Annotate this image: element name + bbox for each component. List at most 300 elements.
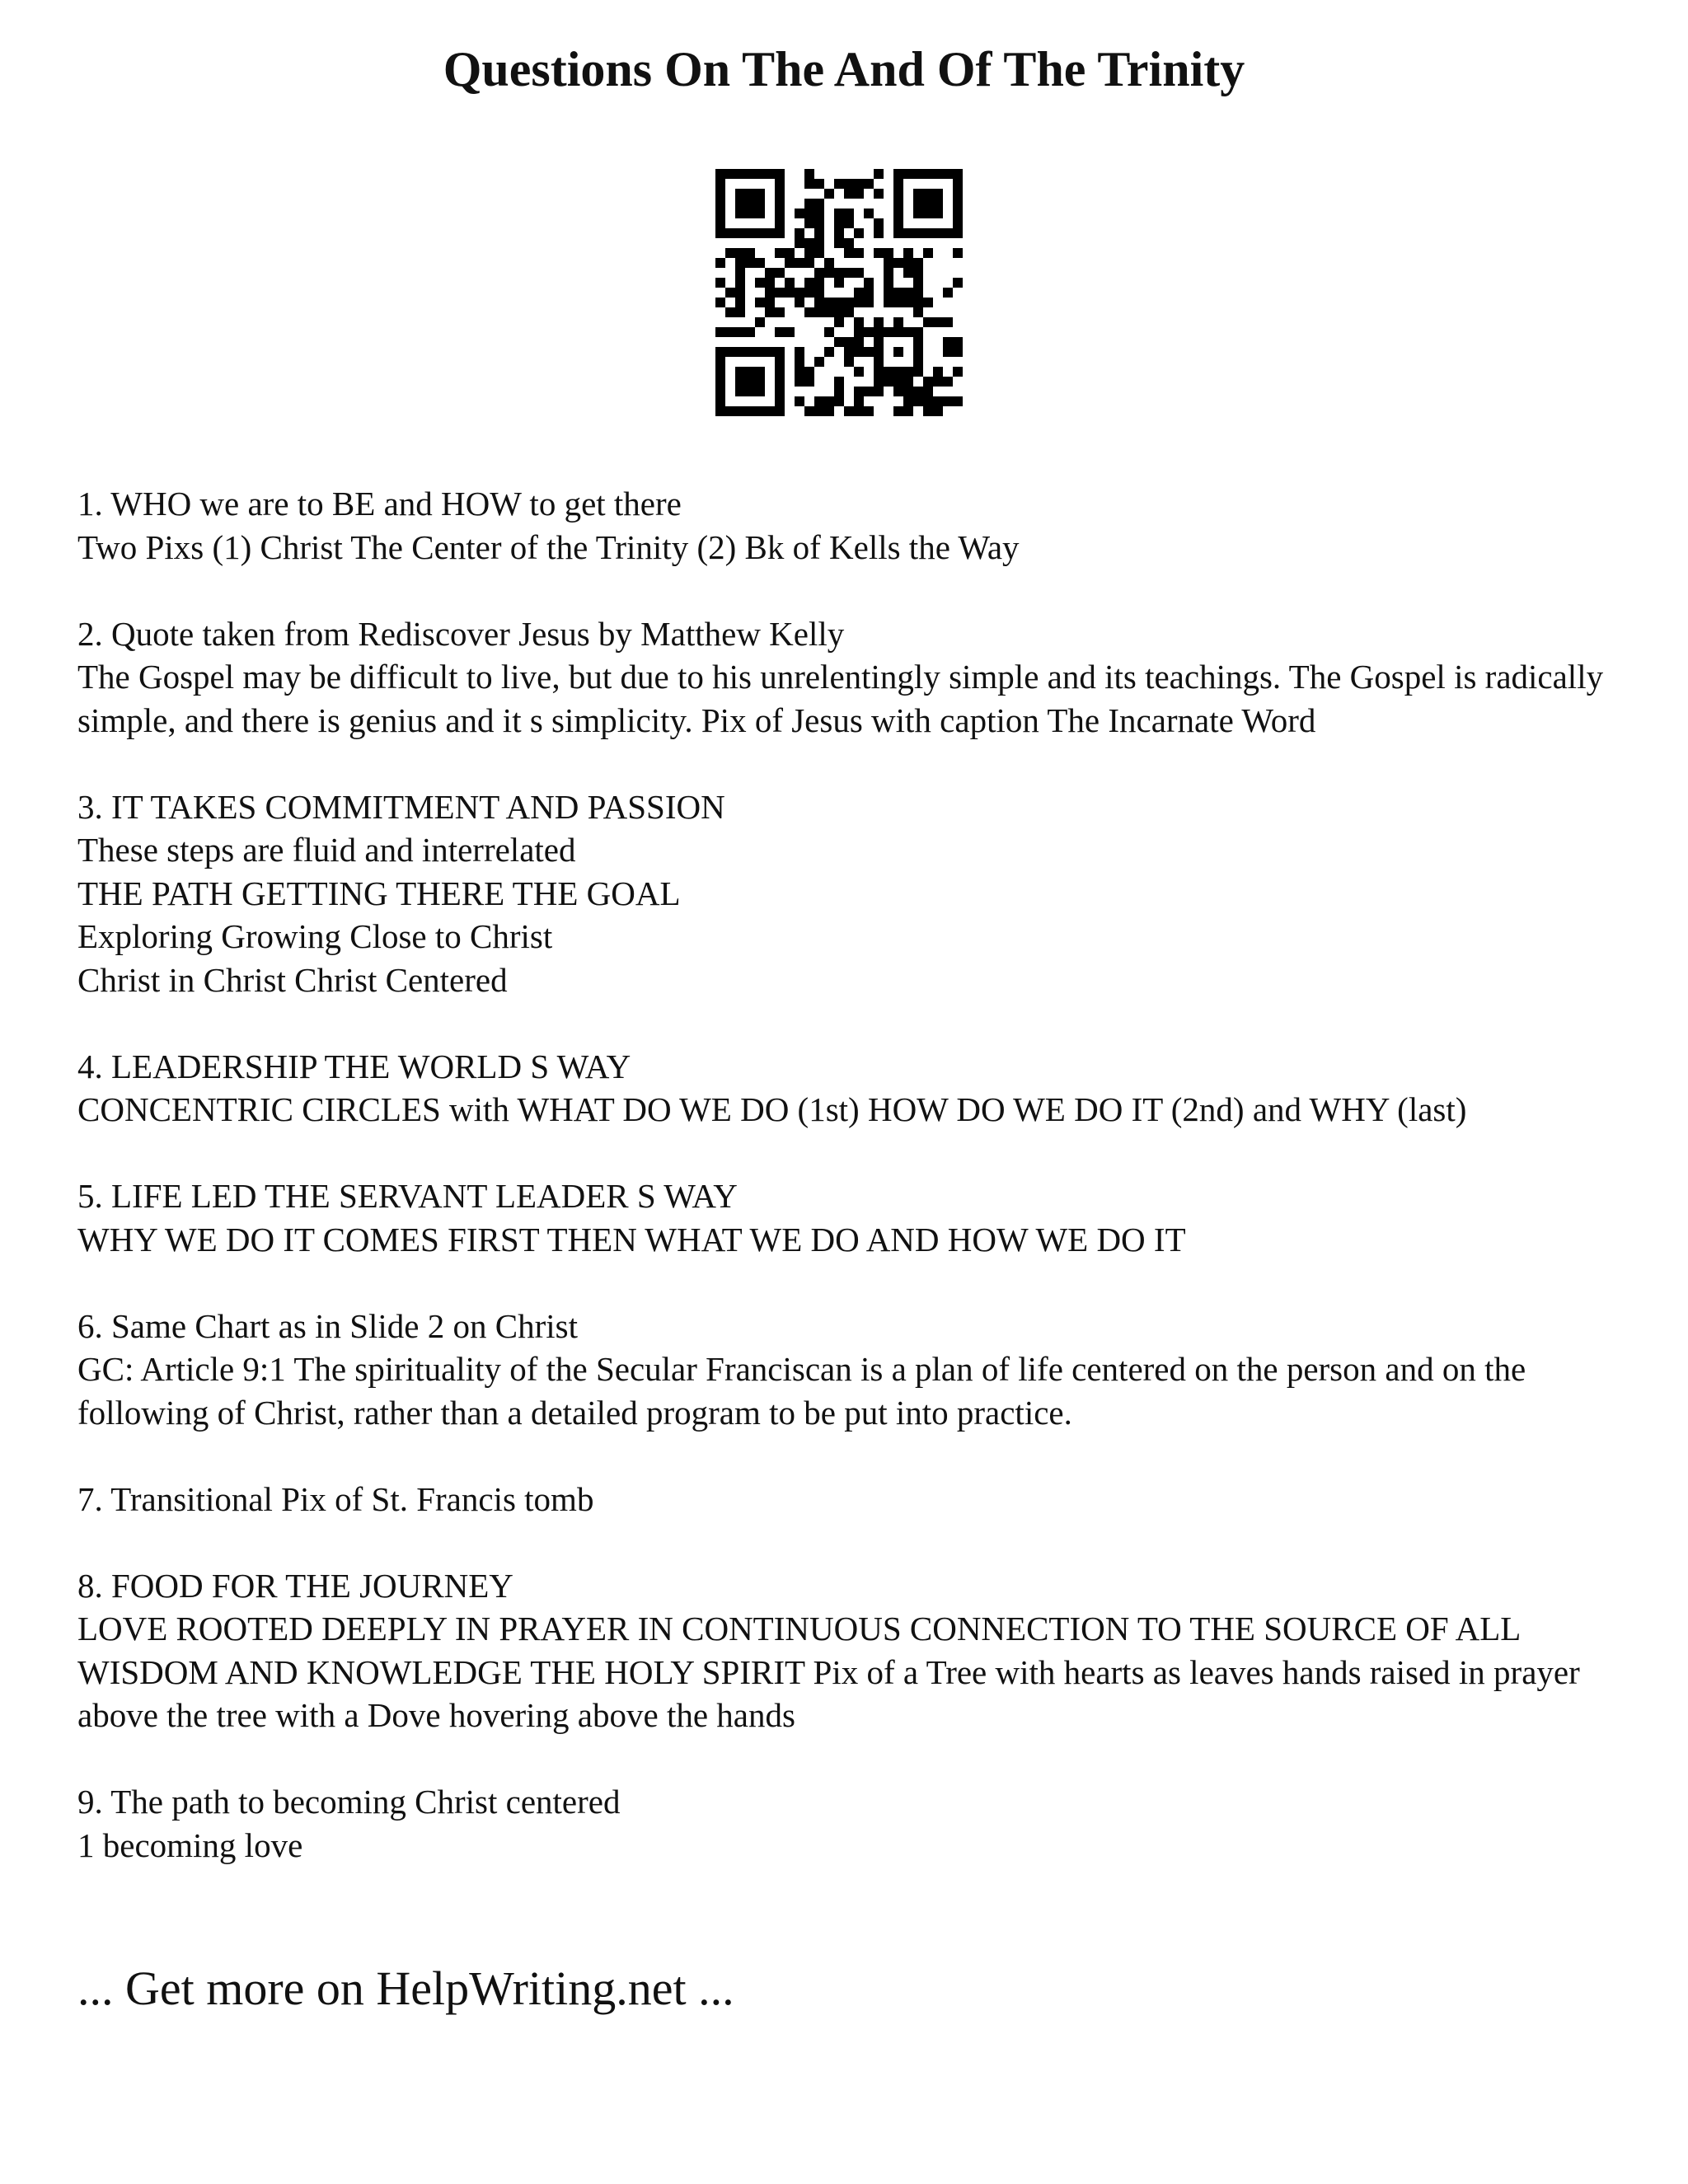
- qr-module: [923, 169, 933, 179]
- qr-module: [874, 357, 884, 367]
- qr-module: [795, 228, 804, 238]
- qr-module: [755, 169, 765, 179]
- qr-module: [834, 218, 844, 228]
- qr-module: [874, 218, 884, 228]
- qr-module: [785, 248, 795, 258]
- qr-module: [864, 179, 874, 189]
- qr-module: [943, 228, 953, 238]
- qr-module: [745, 199, 755, 209]
- qr-module: [715, 406, 725, 416]
- qr-module: [804, 406, 814, 416]
- qr-module: [953, 248, 963, 258]
- qr-module: [725, 406, 735, 416]
- qr-module: [844, 179, 854, 189]
- qr-module: [913, 268, 923, 278]
- qr-module: [755, 278, 765, 288]
- qr-module: [933, 209, 943, 218]
- qr-module: [715, 258, 725, 268]
- item-line: Two Pixs (1) Christ The Center of the Trinity (2) Bk of Kells the Way: [77, 527, 1020, 566]
- qr-module: [814, 288, 824, 298]
- qr-module: [814, 209, 824, 218]
- qr-module: [874, 248, 884, 258]
- qr-module: [943, 288, 953, 298]
- qr-module: [913, 278, 923, 288]
- qr-module: [854, 317, 864, 327]
- qr-module: [913, 347, 923, 357]
- qr-module: [785, 327, 795, 337]
- qr-module: [923, 377, 933, 387]
- qr-module: [824, 268, 834, 278]
- qr-module: [953, 347, 963, 357]
- qr-module: [844, 238, 854, 248]
- qr-module: [903, 377, 913, 387]
- qr-module: [913, 367, 923, 377]
- qr-module: [775, 288, 785, 298]
- qr-module: [814, 238, 824, 248]
- item-heading: 3. IT TAKES COMMITMENT AND PASSION: [77, 787, 725, 826]
- qr-module: [735, 169, 745, 179]
- qr-module: [943, 169, 953, 179]
- qr-module: [854, 347, 864, 357]
- qr-module: [913, 337, 923, 347]
- qr-module: [903, 327, 913, 337]
- qr-module: [804, 278, 814, 288]
- qr-module: [814, 228, 824, 238]
- qr-module: [795, 367, 804, 377]
- qr-module: [854, 268, 864, 278]
- qr-module: [884, 248, 893, 258]
- qr-module: [735, 387, 745, 396]
- qr-module: [923, 396, 933, 406]
- qr-module: [785, 258, 795, 268]
- qr-module: [814, 268, 824, 278]
- qr-module: [953, 337, 963, 347]
- list-item: [77, 1780, 1643, 1867]
- qr-module: [923, 406, 933, 416]
- qr-module: [874, 317, 884, 327]
- qr-module: [735, 327, 745, 337]
- qr-module: [735, 377, 745, 387]
- qr-module: [735, 307, 745, 317]
- qr-module: [775, 406, 785, 416]
- qr-module: [844, 298, 854, 307]
- qr-module: [775, 228, 785, 238]
- item-heading: 2. Quote taken from Rediscover Jesus by Matthew Kelly: [77, 614, 845, 653]
- qr-module: [715, 327, 725, 337]
- qr-module: [834, 387, 844, 396]
- qr-module: [804, 258, 814, 268]
- qr-module: [804, 367, 814, 377]
- qr-module: [923, 298, 933, 307]
- qr-module: [913, 327, 923, 337]
- qr-module: [795, 258, 804, 268]
- qr-module: [824, 347, 834, 357]
- qr-module: [834, 278, 844, 288]
- qr-module: [745, 228, 755, 238]
- qr-module: [864, 209, 874, 218]
- qr-module: [903, 406, 913, 416]
- qr-module: [854, 288, 864, 298]
- qr-module: [715, 278, 725, 288]
- qr-module: [933, 377, 943, 387]
- item-heading: 9. The path to becoming Christ centered: [77, 1783, 621, 1821]
- qr-module: [755, 406, 765, 416]
- qr-module: [755, 209, 765, 218]
- qr-module: [735, 209, 745, 218]
- list-item: [77, 1174, 1643, 1261]
- qr-module: [844, 347, 854, 357]
- qr-module: [893, 218, 903, 228]
- qr-module: [715, 199, 725, 209]
- qr-module: [903, 367, 913, 377]
- qr-module: [795, 288, 804, 298]
- qr-module: [834, 238, 844, 248]
- qr-module: [834, 298, 844, 307]
- qr-module: [874, 387, 884, 396]
- qr-module: [933, 228, 943, 238]
- qr-module: [893, 298, 903, 307]
- qr-module: [735, 228, 745, 238]
- qr-module: [785, 278, 795, 288]
- qr-module: [715, 189, 725, 199]
- qr-module: [735, 268, 745, 278]
- qr-module: [953, 169, 963, 179]
- qr-module: [933, 396, 943, 406]
- qr-module: [913, 307, 923, 317]
- qr-module: [715, 367, 725, 377]
- qr-module: [745, 189, 755, 199]
- qr-module: [923, 199, 933, 209]
- qr-module: [854, 387, 864, 396]
- qr-module: [775, 396, 785, 406]
- qr-module: [745, 248, 755, 258]
- qr-module: [735, 258, 745, 268]
- qr-module: [725, 248, 735, 258]
- qr-module: [923, 387, 933, 396]
- qr-module: [913, 357, 923, 367]
- qr-module: [795, 238, 804, 248]
- qr-module: [715, 209, 725, 218]
- qr-module: [933, 169, 943, 179]
- qr-module: [903, 268, 913, 278]
- qr-module: [755, 298, 765, 307]
- qr-module: [844, 268, 854, 278]
- qr-module: [775, 268, 785, 278]
- qr-module: [953, 209, 963, 218]
- qr-module: [893, 258, 903, 268]
- qr-module: [844, 189, 854, 199]
- item-heading: 4. LEADERSHIP THE WORLD S WAY: [77, 1047, 631, 1085]
- qr-module: [795, 396, 804, 406]
- qr-module: [804, 209, 814, 218]
- qr-module: [775, 357, 785, 367]
- qr-module: [775, 377, 785, 387]
- list-item: [77, 1045, 1643, 1132]
- list-item: [77, 1564, 1643, 1737]
- list-item: [77, 1478, 1643, 1521]
- qr-module: [893, 327, 903, 337]
- qr-module: [715, 179, 725, 189]
- qr-module: [755, 347, 765, 357]
- qr-module: [775, 199, 785, 209]
- item-heading: 5. LIFE LED THE SERVANT LEADER S WAY: [77, 1177, 738, 1215]
- qr-module: [814, 278, 824, 288]
- qr-module: [893, 367, 903, 377]
- qr-module: [913, 396, 923, 406]
- qr-module: [903, 396, 913, 406]
- qr-module: [755, 377, 765, 387]
- qr-module: [874, 337, 884, 347]
- qr-module: [735, 288, 745, 298]
- qr-module: [913, 228, 923, 238]
- qr-module: [884, 288, 893, 298]
- qr-module: [874, 347, 884, 357]
- qr-module: [824, 307, 834, 317]
- qr-module: [775, 248, 785, 258]
- qr-module: [864, 406, 874, 416]
- qr-module: [913, 209, 923, 218]
- qr-module: [933, 199, 943, 209]
- qr-module: [735, 199, 745, 209]
- qr-module: [844, 218, 854, 228]
- qr-module: [765, 288, 775, 298]
- qr-module: [903, 298, 913, 307]
- qr-module: [715, 298, 725, 307]
- qr-module: [844, 357, 854, 367]
- qr-module: [953, 396, 963, 406]
- qr-module: [765, 268, 775, 278]
- qr-module: [795, 298, 804, 307]
- page-title: Questions On The And Of The Trinity: [443, 42, 1245, 96]
- qr-module: [854, 396, 864, 406]
- qr-module: [953, 179, 963, 189]
- qr-module: [715, 228, 725, 238]
- qr-module: [893, 209, 903, 218]
- item-line: The Gospel may be difficult to live, but due to his unrelentingly simple and its teachings. The Gospel is radically simple, and there is genius and it s simplicity. Pix of Jesus with caption The Incarnate Word: [77, 658, 1604, 739]
- qr-module: [854, 367, 864, 377]
- qr-module: [775, 189, 785, 199]
- qr-module: [765, 347, 775, 357]
- qr-module: [903, 169, 913, 179]
- qr-module: [735, 278, 745, 288]
- qr-module: [824, 189, 834, 199]
- qr-module: [884, 367, 893, 377]
- qr-module: [913, 199, 923, 209]
- qr-module: [755, 387, 765, 396]
- qr-module: [735, 367, 745, 377]
- qr-module: [893, 288, 903, 298]
- qr-module: [903, 228, 913, 238]
- qr-module: [913, 288, 923, 298]
- qr-module: [775, 327, 785, 337]
- qr-module: [804, 307, 814, 317]
- qr-module: [824, 298, 834, 307]
- qr-module: [804, 248, 814, 258]
- qr-module: [795, 357, 804, 367]
- item-heading: 8. FOOD FOR THE JOURNEY: [77, 1566, 513, 1605]
- qr-module: [804, 377, 814, 387]
- qr-module: [755, 317, 765, 327]
- footer-link-text: ... Get more on HelpWriting.net ...: [77, 1961, 734, 2015]
- item-line: GC: Article 9:1 The spirituality of the Secular Franciscan is a plan of life centered on the person and on the following of Christ, rather than a detailed program to be put into practice.: [77, 1350, 1526, 1432]
- qr-module: [814, 396, 824, 406]
- qr-module: [745, 406, 755, 416]
- qr-module: [913, 189, 923, 199]
- qr-module: [933, 317, 943, 327]
- qr-module: [913, 258, 923, 268]
- qr-module: [834, 228, 844, 238]
- qr-module: [735, 347, 745, 357]
- item-line: 1 becoming love: [77, 1825, 303, 1864]
- qr-module: [864, 327, 874, 337]
- qr-module: [884, 278, 893, 288]
- qr-module: [814, 307, 824, 317]
- qr-module: [903, 258, 913, 268]
- qr-module: [735, 406, 745, 416]
- qr-module: [745, 387, 755, 396]
- qr-module: [893, 347, 903, 357]
- qr-module: [775, 387, 785, 396]
- qr-module: [943, 317, 953, 327]
- qr-module: [745, 258, 755, 268]
- qr-module: [884, 298, 893, 307]
- qr-module: [725, 347, 735, 357]
- qr-module: [844, 406, 854, 416]
- qr-module: [804, 288, 814, 298]
- qr-module: [874, 377, 884, 387]
- qr-module: [844, 337, 854, 347]
- qr-module: [923, 228, 933, 238]
- item-line: LOVE ROOTED DEEPLY IN PRAYER IN CONTINUOUS CONNECTION TO THE SOURCE OF ALL WISDOM AND KNOWLEDGE THE HOLY SPIRIT Pix of a Tree with hearts as leaves hands raised in prayer above the tree with a Dove hovering above the hands: [77, 1610, 1580, 1734]
- qr-module: [715, 169, 725, 179]
- qr-module: [893, 189, 903, 199]
- qr-module: [874, 189, 884, 199]
- qr-module: [814, 218, 824, 228]
- qr-module: [854, 228, 864, 238]
- qr-module: [913, 387, 923, 396]
- item-line: These steps are fluid and interrelated: [77, 831, 576, 869]
- qr-module: [874, 169, 884, 179]
- qr-module: [854, 406, 864, 416]
- qr-module: [745, 209, 755, 218]
- qr-module: [765, 278, 775, 288]
- qr-module: [824, 258, 834, 268]
- qr-module: [765, 228, 775, 238]
- qr-module: [893, 199, 903, 209]
- qr-module: [804, 179, 814, 189]
- qr-module: [834, 209, 844, 218]
- qr-module: [903, 288, 913, 298]
- qr-module: [765, 298, 775, 307]
- qr-module: [834, 268, 844, 278]
- qr-module: [864, 347, 874, 357]
- qr-module: [814, 179, 824, 189]
- qr-module: [715, 387, 725, 396]
- qr-module: [814, 357, 824, 367]
- qr-module: [745, 347, 755, 357]
- qr-module: [814, 406, 824, 416]
- qr-module: [795, 209, 804, 218]
- qr-module: [834, 396, 844, 406]
- qr-module: [893, 406, 903, 416]
- qr-module: [755, 228, 765, 238]
- qr-module: [824, 406, 834, 416]
- item-heading: 1. WHO we are to BE and HOW to get there: [77, 485, 682, 523]
- qr-module: [923, 209, 933, 218]
- qr-module: [824, 327, 834, 337]
- qr-module: [715, 357, 725, 367]
- qr-module: [775, 218, 785, 228]
- qr-module: [874, 327, 884, 337]
- list-item: [77, 1305, 1643, 1435]
- qr-module: [725, 327, 735, 337]
- item-heading: 6. Same Chart as in Slide 2 on Christ: [77, 1306, 578, 1345]
- qr-module: [795, 347, 804, 357]
- qr-module: [903, 248, 913, 258]
- qr-module: [844, 307, 854, 317]
- qr-module: [893, 169, 903, 179]
- item-line: WHY WE DO IT COMES FIRST THEN WHAT WE DO AND HOW WE DO IT: [77, 1220, 1186, 1258]
- qr-module: [715, 218, 725, 228]
- qr-module: [725, 288, 735, 298]
- qr-module: [755, 258, 765, 268]
- qr-module: [795, 377, 804, 387]
- qr-module: [814, 248, 824, 258]
- qr-module: [913, 298, 923, 307]
- qr-module: [735, 189, 745, 199]
- item-line: THE PATH GETTING THERE THE GOAL: [77, 874, 681, 912]
- qr-module: [775, 179, 785, 189]
- qr-module: [884, 258, 893, 268]
- qr-module: [854, 179, 864, 189]
- qr-module: [854, 337, 864, 347]
- qr-module: [725, 228, 735, 238]
- qr-module: [834, 307, 844, 317]
- list-item: [77, 612, 1643, 743]
- qr-module: [834, 337, 844, 347]
- item-line: CONCENTRIC CIRCLES with WHAT DO WE DO (1st) HOW DO WE DO IT (2nd) and WHY (last): [77, 1090, 1467, 1128]
- qr-module: [765, 307, 775, 317]
- qr-module: [854, 327, 864, 337]
- qr-module: [755, 189, 765, 199]
- qr-code-icon: [715, 169, 963, 416]
- qr-module: [854, 248, 864, 258]
- qr-module: [844, 209, 854, 218]
- qr-module: [933, 406, 943, 416]
- qr-module: [715, 396, 725, 406]
- item-line: Exploring Growing Close to Christ: [77, 917, 553, 955]
- qr-module: [745, 169, 755, 179]
- qr-module: [725, 307, 735, 317]
- qr-module: [923, 317, 933, 327]
- qr-module: [953, 278, 963, 288]
- qr-module: [804, 238, 814, 248]
- qr-module: [814, 298, 824, 307]
- qr-module: [715, 377, 725, 387]
- qr-module: [824, 396, 834, 406]
- qr-module: [735, 298, 745, 307]
- item-list: [77, 482, 1643, 1910]
- qr-module: [893, 317, 903, 327]
- qr-module: [933, 367, 943, 377]
- qr-module: [913, 169, 923, 179]
- qr-module: [745, 377, 755, 387]
- qr-module: [864, 298, 874, 307]
- qr-module: [953, 218, 963, 228]
- qr-module: [745, 367, 755, 377]
- qr-module: [953, 367, 963, 377]
- qr-module: [834, 377, 844, 387]
